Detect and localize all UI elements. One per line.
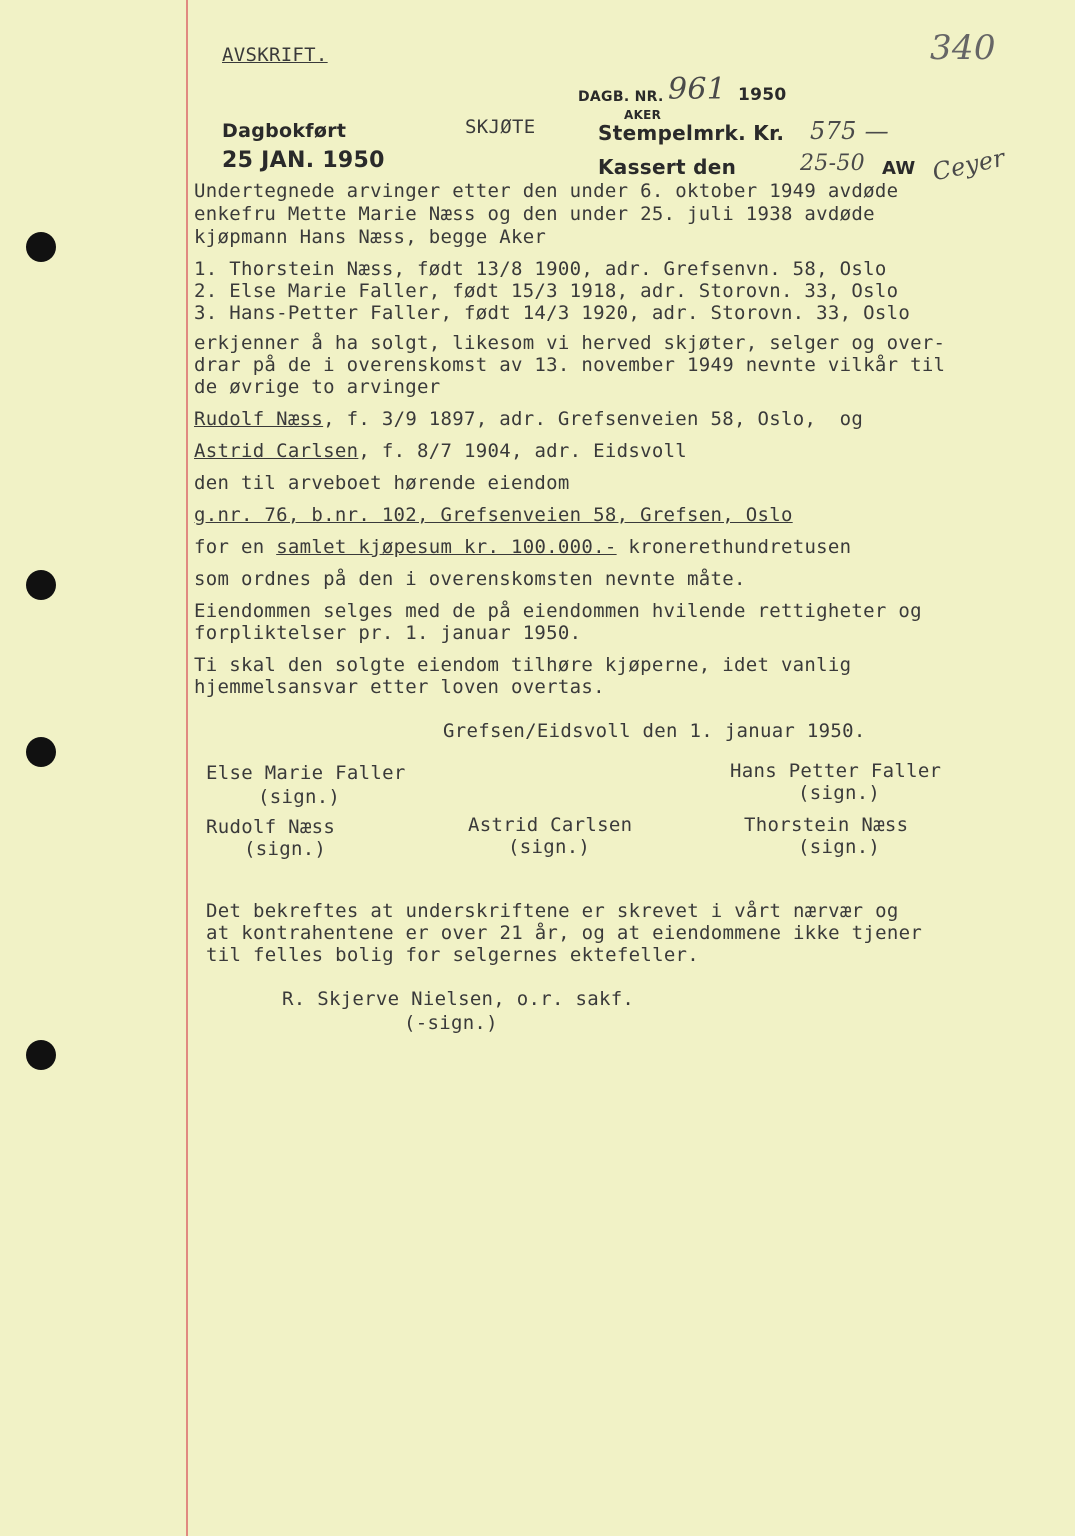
- witness-signature: (-sign.): [404, 1012, 498, 1034]
- price-amount: samlet kjøpesum kr. 100.000.-: [276, 536, 617, 558]
- intro-line: kjøpmann Hans Næss, begge Aker: [194, 226, 547, 248]
- certification-line: til felles bolig for selgernes ektefeller.: [206, 944, 700, 966]
- punch-hole: [26, 232, 56, 262]
- signature-name: Rudolf Næss: [206, 816, 336, 838]
- buyer-line: [194, 408, 863, 430]
- stempelmerke-value: 575 —: [810, 117, 889, 145]
- certification-line: Det bekreftes at underskriftene er skrevet i vårt nærvær og: [206, 900, 899, 922]
- dagbokfort-stamp-date: 25 JAN. 1950: [222, 148, 385, 173]
- signature-mark: (sign.): [244, 838, 327, 860]
- heir-line: 2. Else Marie Faller, født 15/3 1918, adr. Storovn. 33, Oslo: [194, 280, 899, 302]
- document-title: AVSKRIFT.: [222, 44, 328, 66]
- punch-hole: [26, 1040, 56, 1070]
- transfer-line: Ti skal den solgte eiendom tilhøre kjøperne, idet vanlig: [194, 654, 852, 676]
- punch-hole: [26, 570, 56, 600]
- kassert-initials: AW: [882, 158, 916, 179]
- document-type: SKJØTE: [465, 116, 536, 138]
- page-number: 340: [930, 28, 996, 68]
- buyer-details: , f. 3/9 1897, adr. Grefsenveien 58, Oslo, og: [323, 408, 864, 430]
- intro-line: enkefru Mette Marie Næss og den under 25. juli 1938 avdøde: [194, 203, 875, 225]
- dagbokfort-stamp-label: Dagbokført: [222, 120, 347, 142]
- rights-line: Eiendommen selges med de på eiendommen hvilende rettigheter og: [194, 600, 922, 622]
- buyer-name: Rudolf Næss: [194, 408, 324, 430]
- property-intro: den til arveboet hørende eiendom: [194, 472, 570, 494]
- price-words: kronerethundretusen: [616, 536, 852, 558]
- signature-mark: (sign.): [798, 782, 881, 804]
- signature-mark: (sign.): [798, 836, 881, 858]
- margin-line: [186, 0, 188, 1536]
- certification-line: at kontrahentene er over 21 år, og at eiendommene ikke tjener: [206, 922, 923, 944]
- dagbok-number-label: DAGB. NR.: [578, 89, 664, 105]
- signature-name: Else Marie Faller: [206, 762, 406, 784]
- buyer-details: , f. 8/7 1904, adr. Eidsvoll: [358, 440, 688, 462]
- buyer-name: Astrid Carlsen: [194, 440, 359, 462]
- declaration-line: erkjenner å ha solgt, likesom vi herved skjøter, selger og over-: [194, 332, 946, 354]
- heir-line: 1. Thorstein Næss, født 13/8 1900, adr. Grefsenvn. 58, Oslo: [194, 258, 887, 280]
- place-and-date: Grefsen/Eidsvoll den 1. januar 1950.: [443, 720, 866, 742]
- signature-name: Hans Petter Faller: [730, 760, 942, 782]
- property-description: g.nr. 76, b.nr. 102, Grefsenveien 58, Grefsen, Oslo: [194, 504, 793, 526]
- signature-mark: (sign.): [508, 836, 591, 858]
- declaration-line: drar på de i overenskomst av 13. november 1949 nevnte vilkår til: [194, 354, 946, 376]
- dagbok-number: 961: [668, 72, 727, 107]
- signature-name: Thorstein Næss: [744, 814, 909, 836]
- kassert-date: 25-50: [800, 151, 865, 176]
- transfer-line: hjemmelsansvar etter loven overtas.: [194, 676, 605, 698]
- kassert-signature: Ceyer: [929, 143, 1008, 187]
- declaration-line: de øvrige to arvinger: [194, 376, 441, 398]
- signature-name: Astrid Carlsen: [468, 814, 633, 836]
- kassert-label: Kassert den: [598, 155, 737, 179]
- signature-mark: (sign.): [258, 786, 341, 808]
- terms-line: som ordnes på den i overenskomsten nevnte måte.: [194, 568, 746, 590]
- stempelmerke-label: Stempelmrk. Kr.: [598, 121, 785, 145]
- witness-name: R. Skjerve Nielsen, o.r. sakf.: [282, 988, 635, 1010]
- rights-line: forpliktelser pr. 1. januar 1950.: [194, 622, 582, 644]
- intro-line: Undertegnede arvinger etter den under 6. oktober 1949 avdøde: [194, 180, 899, 202]
- aker-stamp: AKER: [624, 108, 662, 122]
- buyer-line: [194, 440, 687, 462]
- price-line: [194, 536, 851, 558]
- punch-hole: [26, 737, 56, 767]
- dagbok-year: 1950: [738, 85, 787, 105]
- price-prefix: for en: [194, 536, 277, 558]
- heir-line: 3. Hans-Petter Faller, født 14/3 1920, adr. Storovn. 33, Oslo: [194, 302, 911, 324]
